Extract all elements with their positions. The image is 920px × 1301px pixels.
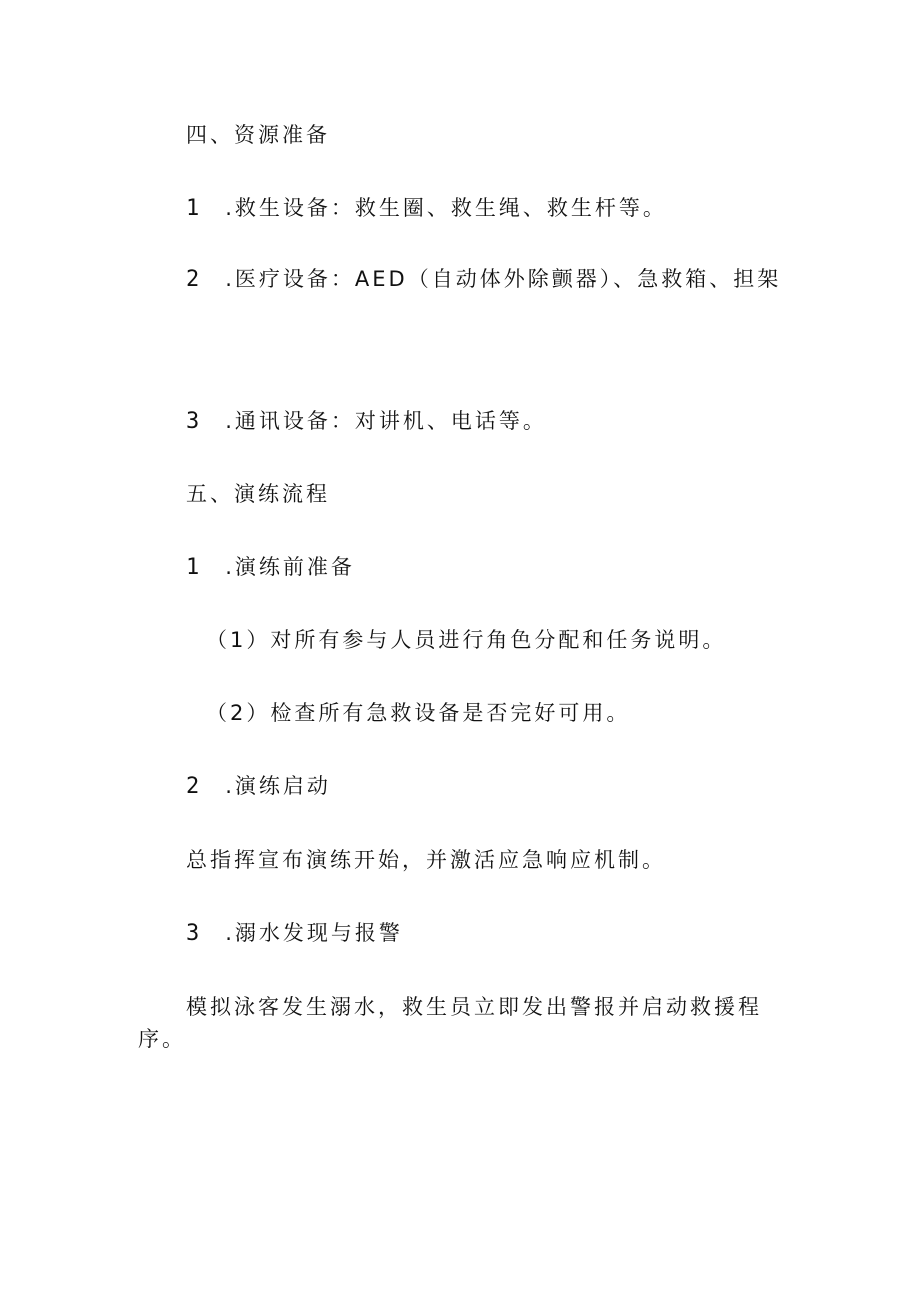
list-text: .演练启动 [225, 774, 331, 798]
list-item-pre-drill-preparation [186, 552, 355, 583]
section-heading-drill-process: 五、演练流程 [186, 482, 330, 506]
list-text: .演练前准备 [225, 555, 355, 579]
list-number: 3 [186, 921, 200, 946]
list-text: .医疗设备：AED（自动体外除颤器）、急救箱、担架 [225, 267, 782, 291]
list-item-medical-equipment [186, 264, 781, 295]
list-text: .溺水发现与报警 [225, 921, 403, 945]
list-number: 3 [186, 409, 200, 434]
section-heading-resources: 四、资源准备 [186, 123, 330, 147]
list-item-rescue-equipment [186, 193, 667, 224]
list-text: .救生设备：救生圈、救生绳、救生杆等。 [225, 196, 667, 220]
list-item-drill-start [186, 771, 331, 802]
list-text: .通讯设备：对讲机、电话等。 [225, 409, 547, 433]
paragraph-drowning-line-1: 模拟泳客发生溺水，救生员立即发出警报并启动救援程 [186, 995, 762, 1019]
list-number: 1 [186, 196, 200, 221]
list-number: 2 [186, 267, 200, 292]
list-number: 2 [186, 774, 200, 799]
sub-item-role-assignment: （1）对所有参与人员进行角色分配和任务说明。 [206, 628, 727, 652]
sub-item-equipment-check: （2）检查所有急救设备是否完好可用。 [206, 701, 631, 725]
list-number: 1 [186, 555, 200, 580]
list-item-drowning-alarm [186, 918, 403, 949]
list-item-communication-equipment [186, 406, 547, 437]
paragraph-drill-start: 总指挥宣布演练开始，并激活应急响应机制。 [186, 848, 666, 872]
paragraph-drowning-line-2: 序。 [138, 1027, 186, 1051]
